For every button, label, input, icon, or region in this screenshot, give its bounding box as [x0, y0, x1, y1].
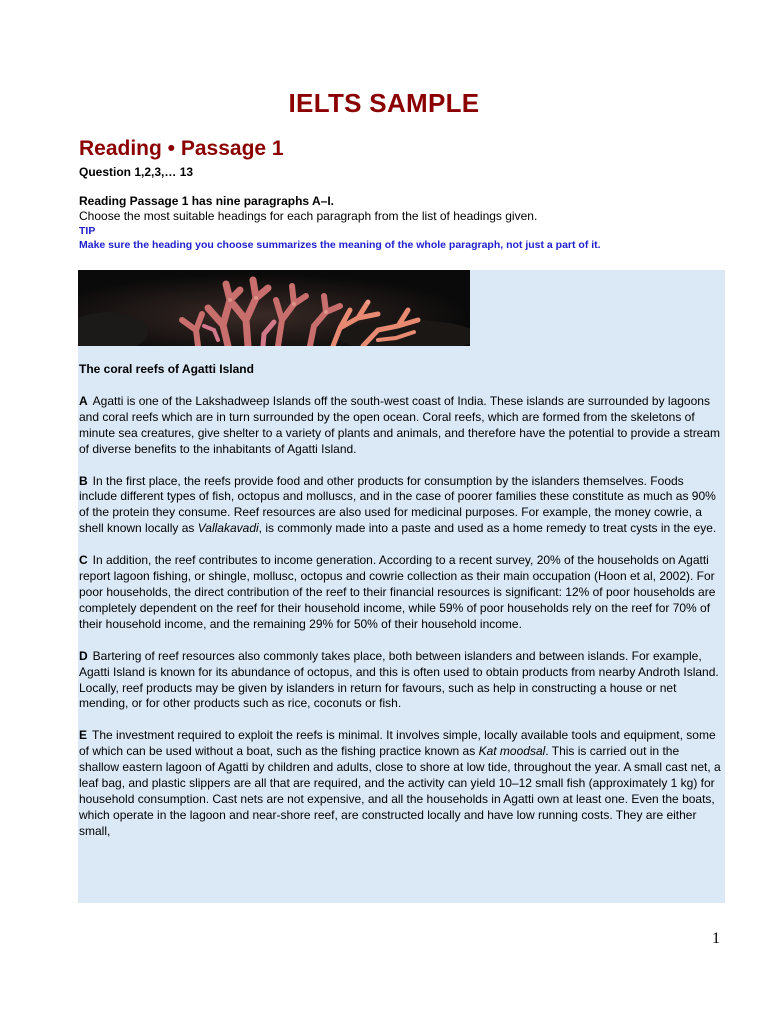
page-title: IELTS SAMPLE — [288, 88, 480, 118]
paragraph-letter: B — [79, 473, 88, 488]
paragraph-text: In the first place, the reefs provide food and other products for consumption by the islanders themselves. Foods include different types of fish, octopus and molluscs, and in the case of poorer families these constitute as much as 90% of the protein they consume. Reef resources are also used for medicinal purposes. For example, the money cowrie, a shell known locally as — [79, 473, 716, 536]
question-range: Question 1,2,3,… 13 — [79, 165, 194, 179]
paragraph-letter: D — [79, 648, 88, 663]
paragraph-letter: C — [79, 553, 88, 568]
paragraph-text: Agatti is one of the Lakshadweep Islands off the south-west coast of India. These islands are surrounded by lagoons and coral reefs which are in turn surrounded by the open ocean. Coral reefs, which are formed from the skeletons of minute sea creatures, give shelter to a variety of plants and animals, and therefore have the potential to provide a stream of diverse benefits to the inhabitants of Agatti Island. — [79, 393, 721, 456]
paragraph-letter: E — [79, 728, 88, 743]
instructions-lead: Reading Passage 1 has nine paragraphs A–I. — [79, 194, 334, 208]
paragraph-text: In addition, the reef contributes to income generation. According to a recent survey, 20% of the households on Agatti report lagoon fishing, or shingle, mollusc, octopus and cowrie collection as their main occupation (Hoon et al, 2002). For poor households, the direct contribution of the reef to their financial resources is significant: 12% of poor households are completely dependent on the reef for their household income, while 59% of poor households rely on the reef for 70% of their household income, and the remaining 29% for 50% of their household income. — [79, 553, 716, 631]
paragraph-text-end: , is commonly made into a paste and used as a home remedy to treat cysts in the eye. — [258, 521, 717, 536]
paragraph-b — [79, 474, 721, 538]
coral-reef-image — [78, 270, 470, 346]
paragraph-a — [79, 394, 721, 458]
page-number: 1 — [712, 930, 720, 947]
paragraph-d — [79, 649, 721, 713]
paragraph-text: Bartering of reef resources also commonly takes place, both between islanders and between islands. For example, Agatti Island is known for its abundance of octopus, and this is often used to obtain products from nearby Androth Island. Locally, reef products may be given by islanders in return for favours, such as help in constructing a house or net mending, or for other products such as rice, coconuts or fish. — [79, 648, 719, 711]
instructions — [79, 194, 729, 252]
paragraph-text: The investment required to exploit the reefs is minimal. It involves simple, locally available tools and equipment, some of which can be used without a boat, such as the fishing practice known as — [79, 728, 716, 759]
tip-text: Make sure the heading you choose summarizes the meaning of the whole paragraph, not just a part of it. — [79, 239, 601, 251]
paragraph-e — [79, 728, 721, 839]
paragraph-letter: A — [79, 393, 88, 408]
instructions-body: Choose the most suitable headings for each paragraph from the list of headings given. — [79, 209, 538, 223]
section-title: Reading • Passage 1 — [79, 137, 284, 160]
paragraph-c — [79, 553, 721, 633]
tip-label: TIP — [79, 225, 96, 237]
italic-term: Vallakavadi — [197, 521, 259, 536]
passage-text — [79, 362, 721, 856]
passage-box — [78, 270, 725, 903]
paragraph-text-end: . This is carried out in the shallow eastern lagoon of Agatti by children and adults, close to shore at low tide, throughout the year. A small cast net, a leaf bag, and plastic slippers are all that are required, and the activity can yield 10–12 small fish (approximately 1 kg) for household consumption. Cast nets are not expensive, and all the households in Agatti own at least one. Even the boats, which operate in the lagoon and near-shore reef, are constructed locally and have low running costs. They are either small, — [79, 744, 721, 838]
italic-term: Kat moodsal — [478, 744, 546, 759]
passage-title: The coral reefs of Agatti Island — [79, 362, 254, 376]
